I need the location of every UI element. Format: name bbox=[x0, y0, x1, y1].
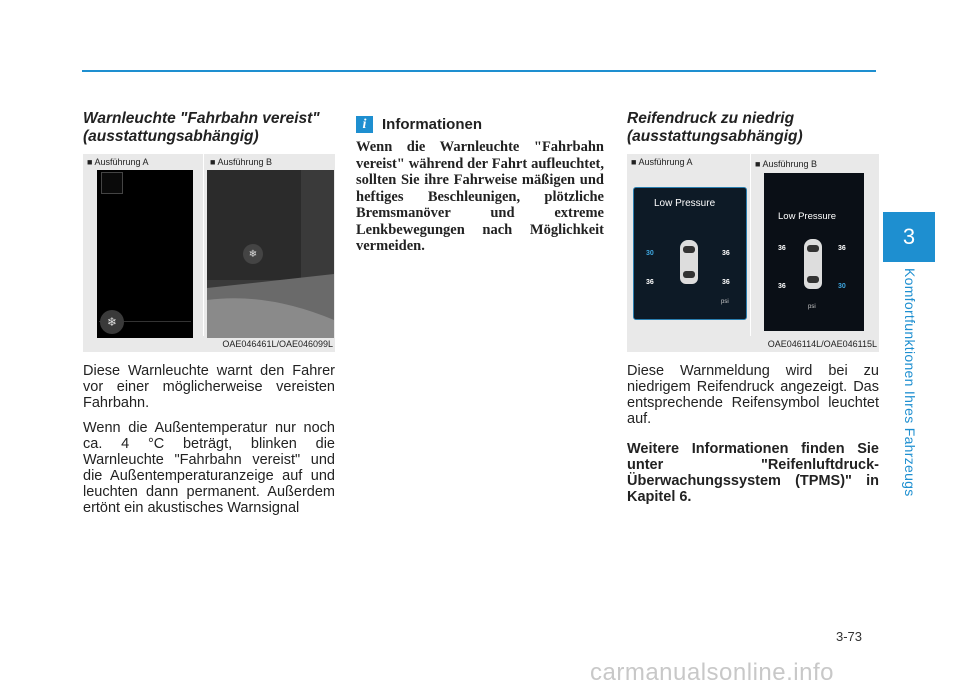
info-text: Wenn die Warnleuchte "Fahrbahn vereist" während der Fahrt aufleuchtet, sollten Sie ihre Fahrweise mäßigen und heftiges Beschleunigen, plötzliche Bremsmanöver und extreme Lenkbewegungen nach Möglichkeit vermeiden. bbox=[356, 139, 604, 254]
section-icy-road-warning bbox=[83, 110, 335, 525]
figure-label-b: ■ Ausführung B bbox=[210, 157, 272, 167]
paragraph: Diese Warnmeldung wird bei zu niedrigem Reifendruck angezeigt. Das entsprechende Reifensymbol leuchtet auf. bbox=[627, 363, 879, 427]
display-square bbox=[101, 172, 123, 194]
header-rule bbox=[82, 70, 876, 72]
heading-line-2: (ausstattungsabhängig) bbox=[627, 128, 803, 145]
info-icon: i bbox=[356, 116, 373, 133]
tire-pressure-fr: 36 bbox=[722, 250, 730, 257]
screen-title: Low Pressure bbox=[778, 211, 837, 222]
figure-label-a: ■ Ausführung A bbox=[87, 157, 149, 167]
tire-pressure-fl: 36 bbox=[778, 245, 786, 252]
heading-line-1: Warnleuchte "Fahrbahn vereist" bbox=[83, 110, 320, 127]
cluster-screen-b bbox=[207, 170, 334, 338]
tpms-screen-a bbox=[633, 187, 747, 320]
chapter-title-text: Komfortfunktionen Ihres Fahrzeugs bbox=[902, 268, 918, 497]
chapter-title bbox=[895, 268, 925, 497]
car-window bbox=[683, 271, 695, 278]
figure-code: OAE046114L/OAE046115L bbox=[767, 339, 877, 349]
section-heading bbox=[627, 110, 879, 146]
car-icon bbox=[804, 239, 822, 289]
tire-pressure-rr: 30 bbox=[838, 283, 846, 290]
tire-pressure-rr: 36 bbox=[722, 279, 730, 286]
unit-label: psi bbox=[808, 304, 816, 310]
cluster-curve bbox=[207, 170, 334, 338]
car-window bbox=[807, 276, 819, 283]
section-low-tire-pressure bbox=[627, 110, 879, 514]
tire-pressure-rl: 36 bbox=[778, 283, 786, 290]
car-window bbox=[807, 245, 819, 252]
figure-code: OAE046461L/OAE046099L bbox=[222, 339, 333, 349]
icy-road-figure bbox=[83, 154, 335, 352]
figure-divider bbox=[203, 154, 204, 336]
heading-line-2: (ausstattungsabhängig) bbox=[83, 128, 259, 145]
info-header bbox=[356, 116, 604, 133]
car-window bbox=[683, 246, 695, 253]
paragraph: Weitere Informationen finden Sie unter "Reifenluftdruck-Überwachungssystem (TPMS)" in Kapitel 6. bbox=[627, 441, 879, 505]
page-number: 3-73 bbox=[836, 629, 863, 644]
chapter-tab: 3 bbox=[883, 212, 935, 262]
low-pressure-figure bbox=[627, 154, 879, 352]
snowflake-icon: ❄ bbox=[100, 310, 124, 334]
figure-label-a: ■ Ausführung A bbox=[631, 157, 693, 167]
figure-label-b: ■ Ausführung B bbox=[755, 159, 817, 169]
figure-divider bbox=[750, 154, 751, 336]
paragraph: Diese Warnleuchte warnt den Fahrer vor einer möglicherweise vereisten Fahrbahn. bbox=[83, 363, 335, 411]
tire-pressure-fr: 36 bbox=[838, 245, 846, 252]
unit-label: psi bbox=[721, 299, 729, 305]
section-heading bbox=[83, 110, 335, 146]
watermark: carmanualsonline.info bbox=[590, 659, 834, 686]
paragraph: Wenn die Außentemperatur nur noch ca. 4 °C beträgt, blinken die Warnleuchte "Fahrbahn vereist" und die Außentemperaturanzeige auf und leuchten dann permanent. Außerdem ertönt ein akustisches Warnsignal bbox=[83, 420, 335, 516]
screen-title: Low Pressure bbox=[654, 198, 716, 209]
tpms-screen-b bbox=[764, 173, 864, 331]
info-box bbox=[356, 116, 604, 255]
car-icon bbox=[680, 240, 698, 284]
cluster-screen-a bbox=[97, 170, 193, 338]
heading-line-1: Reifendruck zu niedrig bbox=[627, 110, 795, 127]
snowflake-icon: ❄ bbox=[243, 244, 263, 264]
tire-pressure-rl: 36 bbox=[646, 279, 654, 286]
info-title: Informationen bbox=[382, 116, 482, 133]
tire-pressure-fl: 30 bbox=[646, 250, 654, 257]
